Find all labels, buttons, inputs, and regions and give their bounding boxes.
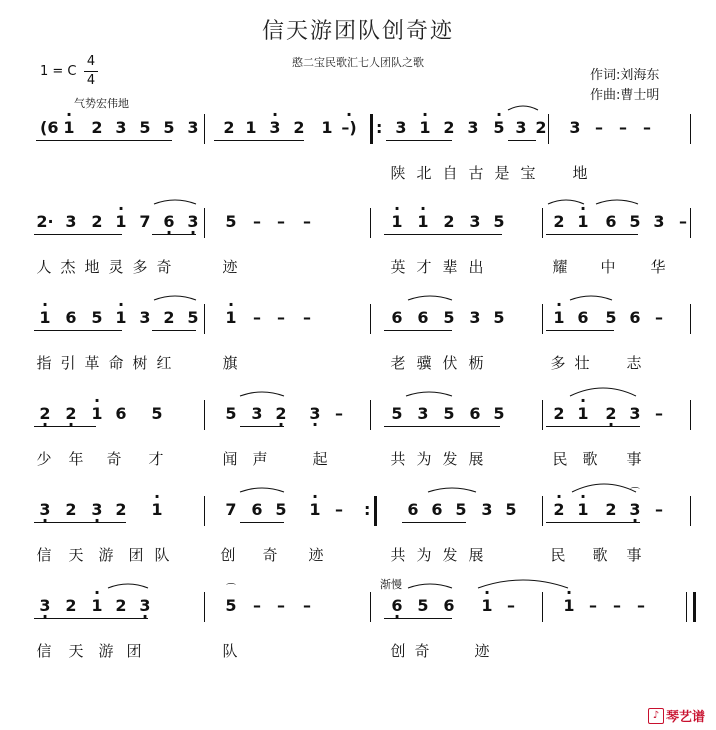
lyric-char: 游 — [98, 546, 114, 564]
note: 5 — [187, 308, 199, 327]
lyric-char: 队 — [222, 642, 238, 660]
lyric-char: 志 — [626, 354, 642, 372]
time-signature — [84, 54, 98, 89]
note: 2 — [115, 596, 127, 615]
lyric-char: 事 — [626, 450, 642, 468]
note: · 1 — [414, 212, 432, 231]
note: 6 — [629, 308, 641, 327]
lyric-char: 民 — [550, 546, 566, 564]
note: · 1 — [306, 500, 324, 519]
note: 2 — [65, 596, 77, 615]
barline — [548, 114, 549, 144]
beam-underline — [386, 140, 452, 141]
key-signature: 1 = C — [40, 64, 77, 79]
lyric-char: 红 — [156, 354, 172, 372]
note: 7 — [225, 500, 237, 519]
note: 5 — [443, 404, 455, 423]
lyric-char: 奇 — [156, 258, 172, 276]
beam-underline — [36, 140, 172, 141]
lyric-char: 发 — [442, 546, 458, 564]
beam-underline — [508, 140, 536, 141]
barline — [690, 400, 691, 430]
barline — [542, 400, 543, 430]
slur — [108, 584, 148, 588]
barline — [690, 304, 691, 334]
note: 5 — [225, 404, 237, 423]
lyric-char: 旗 — [222, 354, 238, 372]
note: 3 — [515, 118, 527, 137]
lyric-char: 命 — [108, 354, 124, 372]
lyric-char: 天 — [68, 546, 84, 564]
slur — [240, 392, 284, 396]
beam-underline — [34, 234, 122, 235]
score-row-1 — [0, 118, 716, 198]
note: – — [253, 308, 261, 327]
beam-underline — [384, 234, 502, 235]
note: – — [619, 118, 627, 137]
note: 3 — [653, 212, 665, 231]
lyric-char: 奇 — [414, 642, 430, 660]
score-row-4 — [0, 404, 716, 484]
note: · 1 — [60, 118, 78, 137]
lyric-char: 声 — [252, 450, 268, 468]
score-row-5 — [0, 500, 716, 580]
note: – — [303, 308, 311, 327]
lyric-char: 杰 — [60, 258, 76, 276]
note: 5 — [391, 404, 403, 423]
note: 3 — [139, 308, 151, 327]
note: – — [613, 596, 621, 615]
slur — [154, 200, 196, 204]
beam-underline — [546, 330, 614, 331]
note: 5 — [629, 212, 641, 231]
lyric-char: 自 — [442, 164, 458, 182]
note: · 1 — [560, 596, 578, 615]
note: 7 — [139, 212, 151, 231]
note: – — [655, 404, 663, 423]
note: 6 — [407, 500, 419, 519]
score-row-3 — [0, 308, 716, 388]
lyric-char: 发 — [442, 450, 458, 468]
song-title: 信天游团队创奇迹 — [261, 19, 454, 44]
note: – — [253, 212, 261, 231]
time-signature-top: 4 — [86, 54, 96, 69]
slur — [570, 296, 612, 300]
note: 3 — [469, 212, 481, 231]
lyric-char: 壮 — [574, 354, 590, 372]
watermark-text: 琴艺谱 — [666, 710, 706, 725]
note: · 1 — [416, 118, 434, 137]
slur — [240, 488, 284, 492]
note: 6 · — [160, 212, 178, 231]
note: 2 · — [62, 404, 80, 423]
note: 5 — [163, 118, 175, 137]
note: · 1 — [222, 308, 240, 327]
note: 6 — [391, 308, 403, 327]
note: 6 · — [388, 596, 406, 615]
note: – — [335, 404, 343, 423]
note: 1 — [321, 118, 333, 137]
lyric-char: 骥 — [416, 354, 432, 372]
barline — [542, 208, 543, 238]
lyric-char: 出 — [468, 258, 484, 276]
lyric-char: 迹 — [222, 258, 238, 276]
score-row-6 — [0, 596, 716, 676]
note: 6 — [65, 308, 77, 327]
note: 6 — [431, 500, 443, 519]
note: 3 · — [626, 500, 644, 519]
note: 3 — [481, 500, 493, 519]
note: 5 — [443, 308, 455, 327]
barline — [370, 400, 371, 430]
lyric-char: 为 — [416, 546, 432, 564]
note: 6 — [443, 596, 455, 615]
note: 5 — [139, 118, 151, 137]
lyric-char: 奇 — [106, 450, 122, 468]
note: · 1 — [388, 212, 406, 231]
lyric-char: 北 — [416, 164, 432, 182]
repeat-start-barline — [370, 114, 381, 144]
note: – — [277, 596, 285, 615]
note: · 1 — [550, 308, 568, 327]
note: – — [507, 596, 515, 615]
note: 2 · — [36, 404, 54, 423]
beam-underline — [384, 618, 452, 619]
lyric-char: 共 — [390, 450, 406, 468]
note: 5 — [493, 308, 505, 327]
note: 3 · — [136, 596, 154, 615]
note: – — [679, 212, 687, 231]
note: 3 · — [36, 596, 54, 615]
beam-underline — [34, 330, 122, 331]
lyric-char: 歌 — [582, 450, 598, 468]
beam-underline — [240, 522, 284, 523]
note: · 1 — [112, 212, 130, 231]
lyric-char: 天 — [68, 642, 84, 660]
note: · 3 — [266, 118, 284, 137]
lyric-char: 枥 — [468, 354, 484, 372]
beam-underline — [402, 522, 466, 523]
lyric-char: 引 — [60, 354, 76, 372]
note: · 1 — [36, 308, 54, 327]
note: 5 — [225, 212, 237, 231]
note: 6 — [251, 500, 263, 519]
lyric-char: 耀 — [552, 258, 568, 276]
barline — [542, 304, 543, 334]
tempo-mark: 气势宏伟地 — [74, 97, 129, 110]
note: 3 — [395, 118, 407, 137]
fermata-icon: ⌒ — [630, 488, 640, 499]
lyric-char: 队 — [154, 546, 170, 564]
dbl-barline — [686, 592, 696, 622]
lyric-char: 团 — [128, 546, 144, 564]
barline — [690, 496, 691, 526]
note: · 1 — [112, 308, 130, 327]
note: 5 — [493, 404, 505, 423]
note: · 1 — [88, 596, 106, 615]
note: – — [655, 308, 663, 327]
note: 3 · — [184, 212, 202, 231]
note: 2 — [223, 118, 235, 137]
note: – — [589, 596, 597, 615]
note: – — [277, 212, 285, 231]
watermark — [648, 706, 705, 725]
note: 5 — [275, 500, 287, 519]
slur — [428, 488, 476, 492]
note: 3 — [469, 308, 481, 327]
lyric-char: 古 — [468, 164, 484, 182]
lyric-char: 宝 — [520, 164, 536, 182]
note: · 1 — [574, 404, 592, 423]
note: 3 — [417, 404, 429, 423]
note: 3 · — [36, 500, 54, 519]
note: · 1 — [88, 404, 106, 423]
lyric-char: 人 — [36, 258, 52, 276]
note: – — [303, 596, 311, 615]
note: 2 — [91, 118, 103, 137]
note: 2 · — [602, 404, 620, 423]
repeat-end-barline — [366, 496, 377, 526]
note: · 1 — [148, 500, 166, 519]
beam-underline — [546, 522, 640, 523]
note: 5 — [91, 308, 103, 327]
lyric-char: 伏 — [442, 354, 458, 372]
lyricist-credit: 作词:刘海东 — [590, 68, 660, 83]
note: 6 — [577, 308, 589, 327]
lyric-char: 才 — [148, 450, 164, 468]
note: 5 — [455, 500, 467, 519]
lyric-char: 展 — [468, 546, 484, 564]
barline — [370, 592, 371, 622]
lyric-char: 创 — [390, 642, 406, 660]
fermata-icon: ⌒ — [226, 584, 236, 595]
note: 2 — [91, 212, 103, 231]
barline — [204, 592, 205, 622]
tempo-change-mark: 渐慢 — [380, 578, 402, 591]
note: 6 — [469, 404, 481, 423]
beam-underline — [240, 426, 284, 427]
beam-underline — [546, 234, 638, 235]
note: 2 — [443, 118, 455, 137]
note: 2 — [553, 212, 565, 231]
slur — [596, 200, 638, 204]
slur — [408, 296, 452, 300]
note: 6 — [115, 404, 127, 423]
barline — [370, 304, 371, 334]
lyric-char: 英 — [390, 258, 406, 276]
note: 3 — [65, 212, 77, 231]
lyric-char: 地 — [572, 164, 588, 182]
note: 2 — [605, 500, 617, 519]
note: 2 — [553, 404, 565, 423]
note: – — [335, 500, 343, 519]
lyric-char: 华 — [650, 258, 666, 276]
beam-underline — [152, 330, 196, 331]
note: – — [303, 212, 311, 231]
note: 5 — [225, 596, 237, 615]
barline — [204, 114, 205, 144]
lyric-char: 共 — [390, 546, 406, 564]
note: · 1 — [478, 596, 496, 615]
lyric-char: 辈 — [442, 258, 458, 276]
note: 5 — [417, 596, 429, 615]
composer-credit: 作曲:曹士明 — [590, 88, 660, 103]
lyric-char: 才 — [416, 258, 432, 276]
time-signature-bottom: 4 — [86, 73, 96, 88]
note: – — [277, 308, 285, 327]
score-row-2 — [0, 212, 716, 292]
lyric-char: 游 — [98, 642, 114, 660]
beam-underline — [34, 522, 126, 523]
note: 3 · — [306, 404, 324, 423]
slur — [154, 296, 196, 300]
note: 6 — [605, 212, 617, 231]
barline — [690, 114, 691, 144]
barline — [542, 496, 543, 526]
song-subtitle: 憨二宝民歌汇七人团队之歌 — [292, 56, 424, 69]
lyric-char: 起 — [312, 450, 328, 468]
note: 6 — [417, 308, 429, 327]
lyric-char: 多 — [132, 258, 148, 276]
slur — [406, 392, 452, 396]
lyric-char: 团 — [126, 642, 142, 660]
note: – — [643, 118, 651, 137]
beam-underline — [34, 618, 148, 619]
slur — [408, 584, 452, 588]
beam-underline — [546, 426, 640, 427]
lyric-char: 信 — [36, 546, 52, 564]
lyric-char: 奇 — [262, 546, 278, 564]
beam-underline — [384, 330, 452, 331]
lyric-char: 革 — [84, 354, 100, 372]
beam-underline — [384, 426, 500, 427]
note: 5 — [505, 500, 517, 519]
lyric-char: 为 — [416, 450, 432, 468]
barline — [204, 400, 205, 430]
note: 2 — [535, 118, 547, 137]
barline — [542, 592, 543, 622]
lyric-char: 迹 — [474, 642, 490, 660]
lyric-char: 陕 — [390, 164, 406, 182]
note: 1 — [245, 118, 257, 137]
note: 5 — [493, 212, 505, 231]
barline — [690, 208, 691, 238]
note: 3 — [629, 404, 641, 423]
lyric-char: 多 — [550, 354, 566, 372]
lyric-char: 迹 — [308, 546, 324, 564]
note: 5 — [151, 404, 163, 423]
lyric-char: 是 — [494, 164, 510, 182]
note: – — [253, 596, 261, 615]
note: 3 · — [88, 500, 106, 519]
note: 2 — [163, 308, 175, 327]
lyric-char: 地 — [84, 258, 100, 276]
note: 3 — [187, 118, 199, 137]
barline — [204, 496, 205, 526]
note: – — [595, 118, 603, 137]
note: · –) — [340, 118, 358, 137]
beam-underline — [152, 234, 196, 235]
lyric-char: 指 — [36, 354, 52, 372]
note: 2 — [65, 500, 77, 519]
beam-underline — [214, 140, 304, 141]
slur — [508, 106, 538, 110]
note: 3 — [569, 118, 581, 137]
note: 3 — [251, 404, 263, 423]
lyric-char: 歌 — [592, 546, 608, 564]
note: 5 — [605, 308, 617, 327]
note: 2 — [293, 118, 305, 137]
lyric-char: 民 — [552, 450, 568, 468]
note: 2· — [36, 212, 54, 231]
barline — [370, 208, 371, 238]
lyric-char: 老 — [390, 354, 406, 372]
note: (6 — [40, 118, 59, 137]
note: 2 · — [272, 404, 290, 423]
lyric-char: 灵 — [108, 258, 124, 276]
note: · 2 — [550, 500, 568, 519]
lyric-char: 信 — [36, 642, 52, 660]
note: · 1 — [574, 212, 592, 231]
note: 2 — [115, 500, 127, 519]
lyric-char: 少 — [36, 450, 52, 468]
barline — [204, 304, 205, 334]
note: 3 — [467, 118, 479, 137]
note: – — [637, 596, 645, 615]
logo-icon: ♪ — [648, 708, 664, 724]
note: 3 — [115, 118, 127, 137]
lyric-char: 创 — [220, 546, 236, 564]
beam-underline — [34, 426, 96, 427]
note: · 5 — [490, 118, 508, 137]
note: – — [655, 500, 663, 519]
lyric-char: 中 — [600, 258, 616, 276]
lyric-char: 闻 — [222, 450, 238, 468]
lyric-char: 树 — [132, 354, 148, 372]
lyric-char: 事 — [626, 546, 642, 564]
note: · 1 — [574, 500, 592, 519]
note: 2 — [443, 212, 455, 231]
barline — [204, 208, 205, 238]
lyric-char: 年 — [68, 450, 84, 468]
lyric-char: 展 — [468, 450, 484, 468]
